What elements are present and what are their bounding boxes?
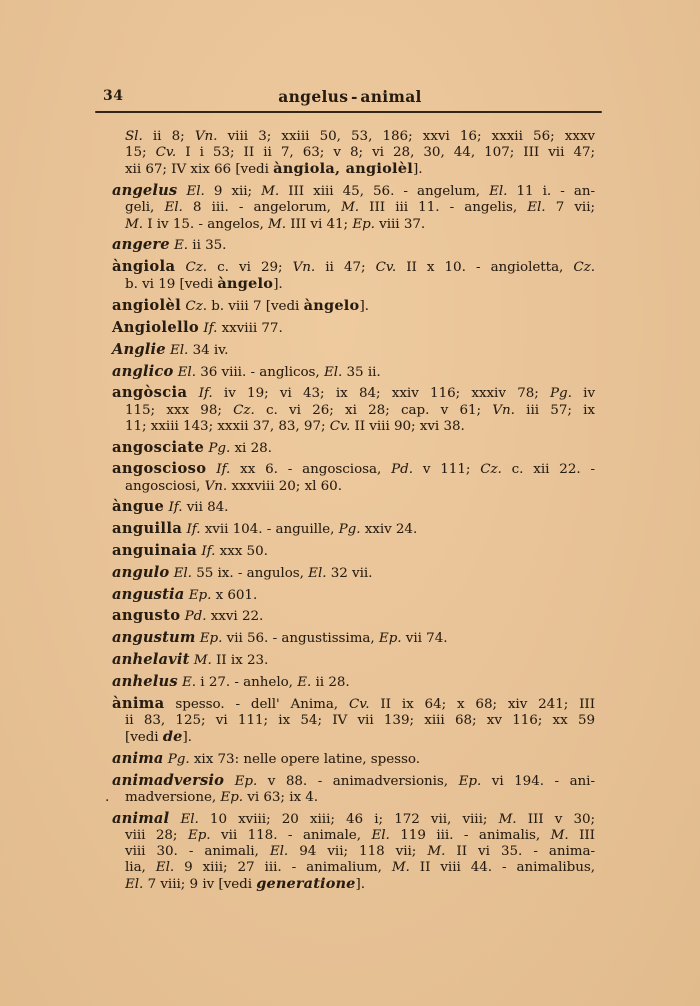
headword: Anglie (112, 340, 166, 358)
entry-line (112, 729, 595, 746)
text-run: III vi 41; (286, 216, 353, 232)
text-run: xx 6. - angosciosa, (230, 462, 392, 478)
index-entry-angustia (112, 587, 595, 604)
text-run: . (105, 789, 110, 805)
text-run: geli, (125, 200, 165, 216)
text-run: xi 28. (230, 440, 272, 456)
entry-line (112, 403, 595, 419)
text-run: M. (427, 843, 446, 859)
text-run: Ep. (378, 631, 402, 647)
text-run: 119 iii. - animalis, (389, 827, 551, 843)
text-run: M. (125, 216, 143, 232)
entry-line (112, 630, 595, 647)
text-run: xxviii 77. (217, 321, 283, 336)
entry-line (112, 161, 595, 178)
text-run: xii 67; IV xix 66 [vedi (125, 162, 274, 178)
index-entry-angosciate (112, 440, 595, 457)
text-run: b. vi 19 [vedi (125, 277, 218, 293)
text-run: 32 vii. (326, 565, 373, 581)
text-run: Ep. (458, 773, 482, 789)
text-run: 94 vii; 118 vii; (288, 843, 428, 859)
headword: Angiolello (112, 319, 200, 336)
text-run: II viii 90; xvi 38. (350, 418, 465, 434)
text-run: xxiv 24. (360, 522, 418, 538)
index-entry-animal (112, 811, 595, 894)
text-run (175, 260, 185, 275)
entry-line (112, 828, 595, 844)
text-run: ]. (182, 729, 192, 745)
headword: angere (112, 236, 170, 254)
text-run: generatione (256, 875, 356, 893)
headword: angoscioso (112, 460, 207, 478)
entry-line (112, 276, 595, 293)
text-run: ii 28. (311, 674, 350, 690)
text-run: spesso. - dell' Anima, (164, 696, 349, 712)
text-run: Ep. (199, 631, 223, 647)
entry-line (112, 696, 595, 713)
entry-line (112, 419, 595, 435)
text-run: Cv. (348, 696, 370, 712)
entry-line (112, 844, 595, 860)
text-run: ]. (413, 162, 423, 178)
text-run: Pg. (550, 386, 572, 402)
index-entry-angiola (112, 259, 595, 293)
text-run: Vn. (492, 402, 515, 418)
entry-line (112, 751, 595, 768)
text-run: 11; xxiii 143; xxxii 37, 83, 97; (125, 418, 330, 434)
entry-line (112, 440, 595, 457)
text-run: 34 iv. (188, 342, 229, 358)
text-run: 9 xii; (204, 184, 262, 200)
entry-line (112, 876, 595, 893)
text-run: v 111; (412, 462, 481, 478)
index-entry-angoscioso (112, 461, 595, 494)
text-run: [vedi (125, 729, 163, 745)
text-run: de (162, 727, 183, 745)
text-run: b. viii 7 [vedi (206, 299, 304, 315)
text-run: xxxviii 20; xl 60. (227, 478, 342, 494)
text-run: 35 ii. (342, 364, 381, 380)
text-run: If. (216, 462, 231, 478)
headword: angosciate (112, 438, 205, 456)
entry-line (112, 587, 595, 604)
text-run: El. (269, 843, 289, 859)
index-entry-angiolel (112, 298, 595, 315)
text-run: E. (182, 674, 197, 690)
entry-line (112, 860, 595, 876)
entry-line (112, 217, 595, 233)
text-run: Pg. (167, 751, 190, 767)
entry-line (105, 789, 595, 806)
text-run: 7 viii; 9 iv [vedi (143, 877, 257, 893)
text-run: Cv. (155, 145, 177, 161)
text-run: 10 xviii; 20 xiii; 46 i; 172 vii, viii; (198, 811, 499, 827)
entry-line (112, 200, 595, 216)
text-run: c. vi 26; xi 28; cap. v 61; (254, 402, 493, 418)
text-run: xxx 50. (215, 543, 268, 559)
text-run: ii 35. (188, 238, 227, 254)
page-number: 34 (103, 88, 124, 104)
entry-line (112, 499, 595, 516)
text-run: M. (498, 811, 517, 827)
entry-line (112, 298, 595, 315)
index-entry-angoscia (112, 385, 595, 435)
text-run: xvii 104. - anguille, (200, 522, 339, 538)
index-entry-anglico (112, 364, 595, 381)
text-run: El. (155, 860, 175, 876)
text-run: viii 28; (125, 827, 188, 843)
entry-line (112, 385, 595, 402)
text-run: àngelo (303, 297, 360, 315)
index-entry-anhelavit (112, 652, 595, 669)
entry-line (112, 521, 595, 538)
index-entry-animadversio (105, 771, 595, 806)
headword: angulo (112, 563, 170, 581)
index-entry-angulo (112, 565, 595, 582)
entry-line (112, 811, 595, 828)
entry-line (112, 773, 595, 790)
text-run: El. (489, 184, 508, 200)
text-run: Pg. (208, 440, 231, 456)
text-run: àngelo (217, 275, 274, 293)
entry-line (112, 364, 595, 381)
entry-line (112, 479, 595, 495)
text-run: Cv. (375, 260, 397, 276)
text-run: If. (168, 500, 183, 516)
text-run: If. (198, 386, 213, 402)
text-run: El. (186, 184, 205, 200)
text-run (187, 386, 198, 401)
entry-line (112, 713, 595, 729)
entry-line (112, 145, 595, 161)
index-entry-angustum (112, 630, 595, 647)
headword: anhelavit (112, 650, 190, 668)
text-run: vi 63; ix 4. (243, 789, 319, 805)
entry-line (112, 543, 595, 560)
text-run: 11 i. - an- (507, 184, 595, 200)
entry-line (112, 652, 595, 669)
text-run: El. (371, 827, 390, 843)
index-entry-anima-italian (112, 696, 595, 747)
text-run: Cz. (233, 402, 255, 418)
text-run: El. (173, 565, 192, 581)
text-run: xxvi 22. (206, 609, 264, 625)
text-run: El. (164, 200, 183, 216)
text-run: 8 iii. - angelorum, (182, 200, 342, 216)
text-run: II vi 35. - anima- (445, 843, 595, 859)
text-run: I iv 15. - angelos, (142, 216, 269, 232)
headword: animal (112, 809, 170, 827)
text-run: Pd. (391, 462, 413, 478)
text-run: M. (261, 184, 280, 200)
text-run: El. (177, 364, 196, 380)
text-run: Cv. (329, 418, 351, 434)
text-run: vii 84. (182, 500, 229, 516)
entry-line (112, 565, 595, 582)
index-entry-angue (112, 499, 595, 516)
text-run: xix 73: nelle opere latine, spesso. (189, 751, 420, 767)
text-run (224, 774, 235, 789)
index-entry-angusto (112, 608, 595, 625)
text-run: Pd. (184, 609, 207, 625)
text-run: Vn. (194, 129, 218, 144)
text-run: i 27. - anhelo, (196, 674, 298, 690)
text-run: ii 83, 125; vi 111; ix 54; IV vii 139; xiii 68; xv 116; xx 59 (125, 712, 595, 728)
text-run: c. xii 22. - (501, 462, 595, 478)
text-run: III v 30; (516, 811, 596, 827)
text-run: madversione, (125, 789, 221, 805)
text-run: II viii 44. - animalibus, (409, 860, 596, 876)
headword: àngiola (112, 258, 176, 276)
index-entry-angere (112, 237, 595, 254)
text-run: Ep. (234, 773, 258, 789)
text-run: 9 xiii; 27 iii. - animalium, (174, 860, 392, 876)
text-run: ]. (273, 277, 283, 293)
headword: àngue (112, 498, 165, 516)
text-run: vi 194. - ani- (481, 773, 595, 789)
text-run: v 88. - animadversionis, (257, 773, 459, 789)
text-run: Cz. (480, 462, 502, 478)
text-run: vii 118. - animale, (210, 827, 372, 843)
text-run: vii 56. - angustissima, (222, 631, 379, 647)
text-run: Vn. (292, 260, 316, 276)
headword: anguinaia (112, 541, 198, 559)
entry-line (112, 461, 595, 478)
text-run: El. (169, 342, 189, 358)
index-entry-anguinaia (112, 543, 595, 560)
headword: angustum (112, 629, 196, 647)
text-run: El. (323, 364, 343, 380)
text-run: viii 37. (374, 216, 426, 232)
text-run: II ix 23. (211, 652, 269, 668)
headword: animadversio (112, 771, 225, 789)
index-entry-anima-latin (112, 751, 595, 768)
text-run: Sl. (125, 129, 143, 144)
entry-line (112, 129, 595, 145)
text-run: If. (203, 321, 218, 336)
text-run: 55 ix. - angulos, (191, 565, 309, 581)
entry-line (112, 342, 595, 359)
text-run: viii 30. - animali, (125, 843, 270, 859)
text-run: iv 19; vi 43; ix 84; xxiv 116; xxxiv 78; (212, 386, 551, 402)
entry-line (112, 320, 595, 337)
headword: ànima (112, 694, 165, 712)
text-run: x 601. (211, 587, 258, 603)
text-run: ]. (359, 299, 369, 315)
text-run: Cz. (185, 299, 207, 315)
text-run: III iii 11. - angelis, (359, 200, 528, 216)
text-run: Ep. (188, 587, 212, 603)
text-run: ]. (355, 877, 366, 893)
text-run: II x 10. - angioletta, (396, 260, 574, 276)
text-run: 115; xxx 98; (125, 402, 234, 418)
text-run: Ep. (352, 216, 375, 232)
index-entry-angelus (112, 183, 595, 233)
text-run: II ix 64; x 68; xiv 241; III (369, 696, 595, 712)
text-run: M. (268, 216, 287, 232)
index-text-block (105, 129, 596, 898)
headword: angusto (112, 607, 181, 625)
text-run: III xiii 45, 56. - angelum, (279, 184, 490, 200)
text-run: iv (571, 386, 596, 402)
text-run: ii 47; (315, 260, 376, 276)
text-run: El. (180, 811, 199, 827)
index-entry-anguilla (112, 521, 595, 538)
text-run: E. (297, 674, 312, 690)
headword: anglico (112, 362, 174, 380)
text-run: viii 3; xxiii 50, 53, 186; xxvi 16; xxxii 56; xxxv (217, 129, 595, 144)
text-run: ii 8; (142, 129, 195, 144)
headword: anima (112, 749, 164, 767)
index-entry-anhelus (112, 674, 595, 691)
headword: angustia (112, 585, 185, 603)
text-run: iii 57; ix (514, 402, 595, 418)
text-run: M. (341, 200, 360, 216)
text-run: M. (193, 652, 212, 668)
text-run: Ep. (187, 827, 211, 843)
text-run: Ep. (220, 789, 244, 805)
text-run: Pg. (338, 522, 361, 538)
text-run: Cz. (185, 260, 208, 276)
text-run: I i 53; II ii 7, 63; v 8; vi 28, 30, 44, 107; III vii 47; (176, 145, 596, 161)
headword: anguilla (112, 520, 183, 538)
index-entry-angiolello (112, 320, 595, 337)
headword: angelus (112, 182, 178, 200)
text-run: If. (186, 522, 201, 538)
header-rule (95, 111, 602, 113)
text-run: angosciosi, (125, 478, 205, 494)
index-entry-anglie (112, 342, 595, 359)
entry-line (112, 237, 595, 254)
headword: angiolèl (112, 297, 182, 315)
text-run: 36 viii. - anglicos, (195, 364, 324, 380)
text-run: àngiola, angiolèl (273, 160, 414, 178)
headword: angòscia (112, 384, 188, 402)
text-run (169, 812, 180, 827)
text-run: M. (391, 860, 410, 876)
text-run: El. (308, 565, 327, 581)
text-run: E. (174, 238, 189, 254)
text-run: Cz. (573, 260, 595, 276)
running-title: angelus - animal (278, 87, 422, 106)
text-run: Vn. (204, 478, 228, 494)
text-run: If. (201, 543, 216, 559)
text-run: 7 vii; (545, 200, 596, 216)
index-entry-continued-entry (112, 129, 595, 179)
text-run: El. (125, 877, 144, 893)
text-run: lia, (125, 860, 156, 876)
headword: anhelus (112, 672, 178, 690)
entry-line (112, 674, 595, 691)
text-run: 15; (125, 145, 156, 161)
entry-line (112, 183, 595, 200)
text-run: c. vi 29; (207, 260, 293, 276)
text-run: El. (527, 200, 546, 216)
entry-line (112, 608, 595, 625)
text-run: vii 74. (401, 631, 448, 647)
text-run (206, 462, 216, 477)
entry-line (112, 259, 595, 276)
text-run: M. (550, 827, 569, 843)
text-run: III (568, 827, 595, 843)
